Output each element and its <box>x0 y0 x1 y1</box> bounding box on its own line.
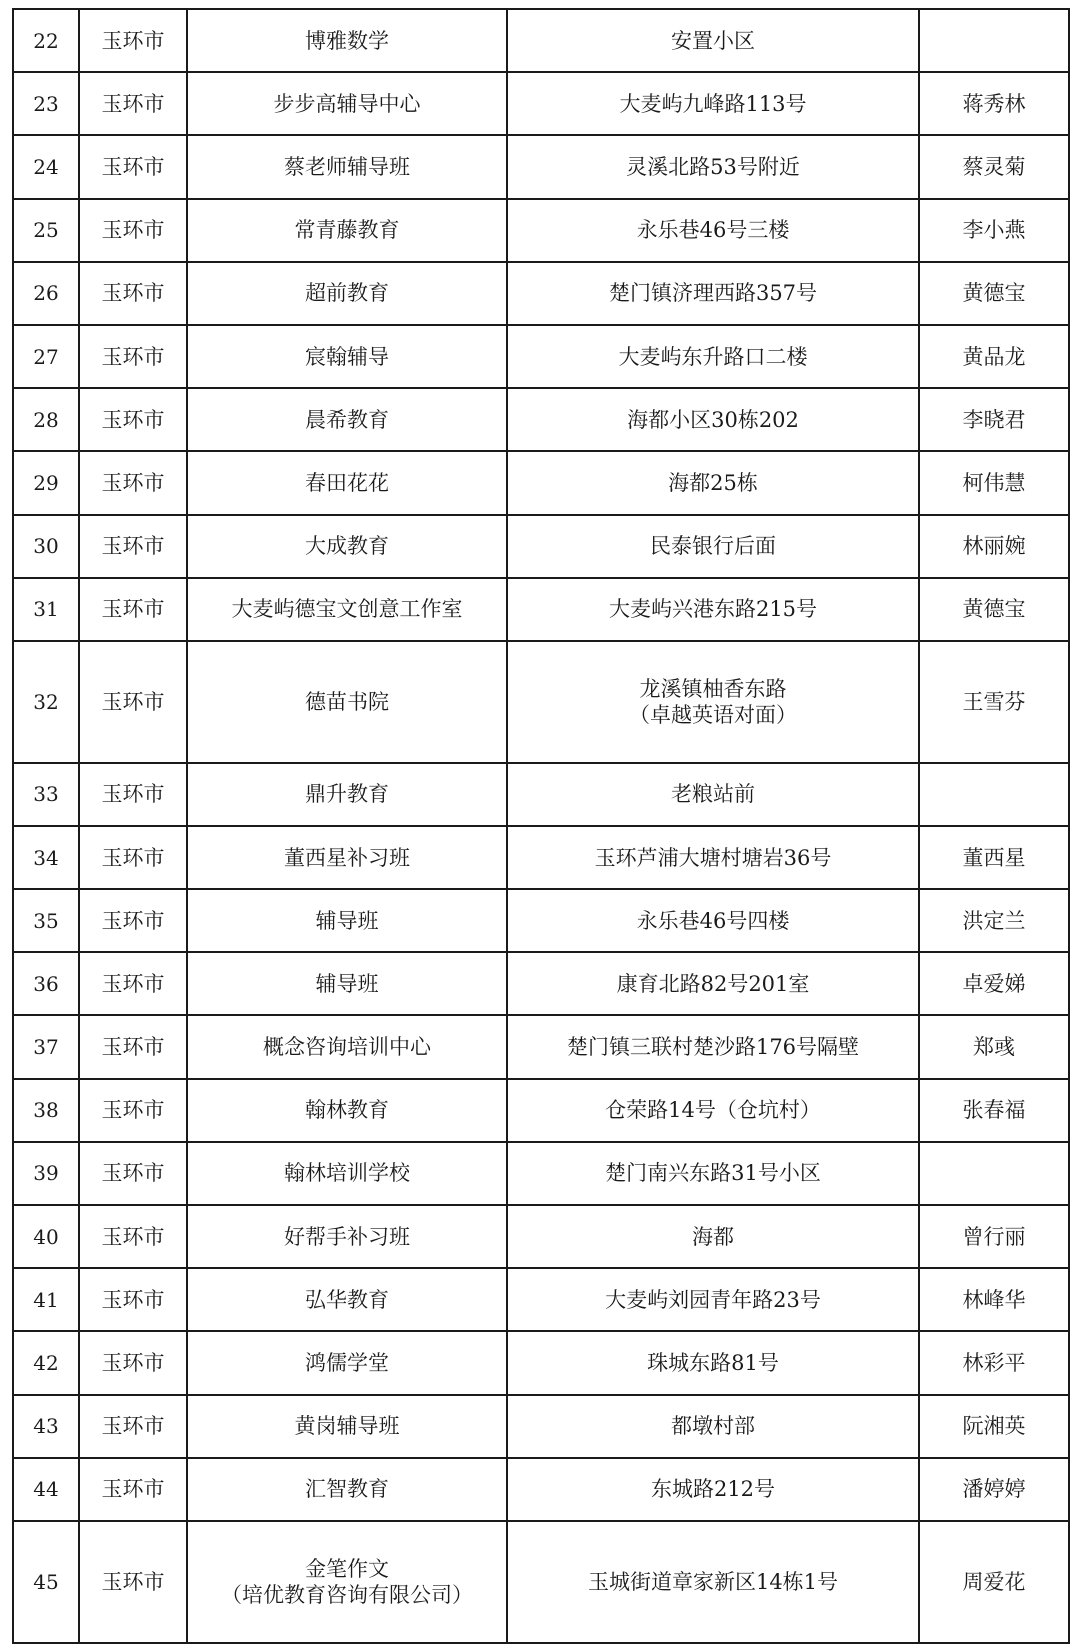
address-cell <box>507 578 919 641</box>
address-line: 仓荣路14号（仓坑村） <box>605 1098 821 1123</box>
city-cell: 玉环市 <box>79 763 187 826</box>
contact-person-cell: 蒋秀林 <box>919 72 1069 135</box>
institution-name-cell <box>187 1142 507 1205</box>
contact-person-cell: 李晓君 <box>919 388 1069 451</box>
contact-person-cell: 潘婷婷 <box>919 1458 1069 1521</box>
table-row <box>13 515 1069 578</box>
contact-person-cell: 林峰华 <box>919 1268 1069 1331</box>
address-cell <box>507 1268 919 1331</box>
table-row <box>13 199 1069 262</box>
address-line: 大麦屿九峰路113号 <box>619 91 807 116</box>
institution-name-cell <box>187 578 507 641</box>
address-cell <box>507 763 919 826</box>
institution-name-line: （培优教育咨询有限公司） <box>221 1582 473 1607</box>
institution-name-cell <box>187 1015 507 1078</box>
address-line: 永乐巷46号四楼 <box>636 908 790 933</box>
city-cell: 玉环市 <box>79 578 187 641</box>
institution-name-line: 概念咨询培训中心 <box>263 1035 431 1060</box>
row-number-cell: 45 <box>13 1521 79 1643</box>
institution-name-line: 黄岗辅导班 <box>294 1414 400 1439</box>
institution-name-cell <box>187 262 507 325</box>
institution-name-line: 汇智教育 <box>305 1477 389 1502</box>
contact-person-cell <box>919 1142 1069 1205</box>
table-row <box>13 1458 1069 1521</box>
table-row <box>13 451 1069 514</box>
table-row <box>13 1079 1069 1142</box>
table-row <box>13 641 1069 763</box>
institution-name-cell <box>187 952 507 1015</box>
contact-person-cell: 董西星 <box>919 826 1069 889</box>
row-number-cell: 30 <box>13 515 79 578</box>
row-number-cell: 37 <box>13 1015 79 1078</box>
institution-name-line: 博雅数学 <box>305 28 389 53</box>
city-cell: 玉环市 <box>79 1205 187 1268</box>
institution-name-cell <box>187 135 507 198</box>
address-cell <box>507 1331 919 1394</box>
institution-name-line: 鸿儒学堂 <box>305 1351 389 1376</box>
institution-name-line: 大成教育 <box>305 534 389 559</box>
institution-name-line: 蔡老师辅导班 <box>284 154 410 179</box>
institution-name-cell <box>187 72 507 135</box>
city-cell: 玉环市 <box>79 952 187 1015</box>
address-cell <box>507 9 919 72</box>
institution-name-line: 超前教育 <box>305 281 389 306</box>
institution-name-line: 宸翰辅导 <box>305 344 389 369</box>
institution-name-cell <box>187 1395 507 1458</box>
table-row <box>13 1015 1069 1078</box>
row-number-cell: 40 <box>13 1205 79 1268</box>
row-number-cell: 29 <box>13 451 79 514</box>
address-cell <box>507 826 919 889</box>
address-line: 玉城街道章家新区14栋1号 <box>587 1569 839 1594</box>
row-number-cell: 23 <box>13 72 79 135</box>
contact-person-cell: 郑彧 <box>919 1015 1069 1078</box>
document-sheet <box>12 8 1068 1644</box>
institution-name-line: 翰林教育 <box>305 1098 389 1123</box>
address-cell <box>507 1205 919 1268</box>
address-line: （卓越英语对面） <box>629 702 797 727</box>
city-cell: 玉环市 <box>79 262 187 325</box>
city-cell: 玉环市 <box>79 515 187 578</box>
address-cell <box>507 1079 919 1142</box>
institution-table <box>12 8 1070 1644</box>
address-line: 楚门南兴东路31号小区 <box>605 1161 821 1186</box>
table-row <box>13 9 1069 72</box>
institution-name-cell <box>187 1458 507 1521</box>
table-row <box>13 388 1069 451</box>
institution-name-line: 鼎升教育 <box>305 782 389 807</box>
institution-name-line: 董西星补习班 <box>284 845 410 870</box>
city-cell: 玉环市 <box>79 1142 187 1205</box>
city-cell: 玉环市 <box>79 826 187 889</box>
institution-name-line: 辅导班 <box>315 908 379 933</box>
address-cell <box>507 641 919 763</box>
table-body <box>13 9 1069 1643</box>
city-cell: 玉环市 <box>79 135 187 198</box>
institution-name-line: 大麦屿德宝文创意工作室 <box>231 597 463 622</box>
address-cell <box>507 451 919 514</box>
row-number-cell: 25 <box>13 199 79 262</box>
contact-person-cell: 张春福 <box>919 1079 1069 1142</box>
table-row <box>13 1268 1069 1331</box>
address-cell <box>507 388 919 451</box>
city-cell: 玉环市 <box>79 451 187 514</box>
address-cell <box>507 1015 919 1078</box>
institution-name-cell <box>187 889 507 952</box>
row-number-cell: 31 <box>13 578 79 641</box>
address-cell <box>507 262 919 325</box>
city-cell: 玉环市 <box>79 1331 187 1394</box>
row-number-cell: 22 <box>13 9 79 72</box>
address-line: 楚门镇济理西路357号 <box>608 281 818 306</box>
address-cell <box>507 1395 919 1458</box>
address-line: 海都 <box>692 1224 734 1249</box>
row-number-cell: 34 <box>13 826 79 889</box>
institution-name-line: 春田花花 <box>305 470 389 495</box>
row-number-cell: 24 <box>13 135 79 198</box>
address-cell <box>507 72 919 135</box>
table-row <box>13 325 1069 388</box>
address-cell <box>507 1458 919 1521</box>
institution-name-cell <box>187 515 507 578</box>
row-number-cell: 33 <box>13 763 79 826</box>
address-line: 楚门镇三联村楚沙路176号隔壁 <box>566 1035 860 1060</box>
institution-name-cell <box>187 1205 507 1268</box>
institution-name-cell <box>187 1079 507 1142</box>
address-line: 永乐巷46号三楼 <box>636 218 790 243</box>
table-row <box>13 1331 1069 1394</box>
city-cell: 玉环市 <box>79 9 187 72</box>
city-cell: 玉环市 <box>79 1458 187 1521</box>
institution-name-cell <box>187 1331 507 1394</box>
table-row <box>13 262 1069 325</box>
address-line: 灵溪北路53号附近 <box>626 154 800 179</box>
address-cell <box>507 515 919 578</box>
row-number-cell: 44 <box>13 1458 79 1521</box>
contact-person-cell: 黄品龙 <box>919 325 1069 388</box>
contact-person-cell: 李小燕 <box>919 199 1069 262</box>
table-row <box>13 135 1069 198</box>
address-cell <box>507 135 919 198</box>
address-cell <box>507 1521 919 1643</box>
institution-name-cell <box>187 641 507 763</box>
table-row <box>13 1395 1069 1458</box>
contact-person-cell: 曾行丽 <box>919 1205 1069 1268</box>
address-line: 玉环芦浦大塘村塘岩36号 <box>594 845 832 870</box>
city-cell: 玉环市 <box>79 1395 187 1458</box>
contact-person-cell: 王雪芬 <box>919 641 1069 763</box>
row-number-cell: 38 <box>13 1079 79 1142</box>
row-number-cell: 39 <box>13 1142 79 1205</box>
city-cell: 玉环市 <box>79 1268 187 1331</box>
institution-name-line: 步步高辅导中心 <box>273 91 421 116</box>
address-line: 海都小区30栋202 <box>627 407 799 432</box>
institution-name-cell <box>187 1268 507 1331</box>
row-number-cell: 32 <box>13 641 79 763</box>
table-row <box>13 1521 1069 1643</box>
contact-person-cell <box>919 9 1069 72</box>
institution-name-cell <box>187 763 507 826</box>
address-line: 大麦屿兴港东路215号 <box>608 597 818 622</box>
contact-person-cell: 柯伟慧 <box>919 451 1069 514</box>
institution-name-line: 德苗书院 <box>305 689 389 714</box>
institution-name-cell <box>187 199 507 262</box>
address-cell <box>507 1142 919 1205</box>
address-line: 安置小区 <box>671 28 755 53</box>
institution-name-cell <box>187 451 507 514</box>
institution-name-line: 弘华教育 <box>305 1287 389 1312</box>
table-row <box>13 1205 1069 1268</box>
row-number-cell: 43 <box>13 1395 79 1458</box>
table-row <box>13 763 1069 826</box>
institution-name-line: 翰林培训学校 <box>284 1161 410 1186</box>
contact-person-cell: 黄德宝 <box>919 578 1069 641</box>
table-row <box>13 578 1069 641</box>
address-cell <box>507 325 919 388</box>
row-number-cell: 36 <box>13 952 79 1015</box>
contact-person-cell: 洪定兰 <box>919 889 1069 952</box>
address-line: 康育北路82号201室 <box>616 971 810 996</box>
table-row <box>13 952 1069 1015</box>
address-line: 大麦屿刘园青年路23号 <box>605 1287 821 1312</box>
address-line: 老粮站前 <box>671 782 755 807</box>
contact-person-cell <box>919 763 1069 826</box>
city-cell: 玉环市 <box>79 199 187 262</box>
institution-name-cell <box>187 325 507 388</box>
table-row <box>13 1142 1069 1205</box>
institution-name-line: 常青藤教育 <box>294 218 400 243</box>
city-cell: 玉环市 <box>79 1521 187 1643</box>
city-cell: 玉环市 <box>79 641 187 763</box>
institution-name-cell <box>187 1521 507 1643</box>
table-row <box>13 889 1069 952</box>
address-line: 民泰银行后面 <box>650 534 776 559</box>
contact-person-cell: 卓爱娣 <box>919 952 1069 1015</box>
institution-name-cell <box>187 826 507 889</box>
contact-person-cell: 林丽婉 <box>919 515 1069 578</box>
row-number-cell: 35 <box>13 889 79 952</box>
address-line: 海都25栋 <box>668 470 758 495</box>
row-number-cell: 42 <box>13 1331 79 1394</box>
institution-name-cell <box>187 9 507 72</box>
address-cell <box>507 199 919 262</box>
row-number-cell: 41 <box>13 1268 79 1331</box>
institution-name-cell <box>187 388 507 451</box>
contact-person-cell: 周爱花 <box>919 1521 1069 1643</box>
row-number-cell: 26 <box>13 262 79 325</box>
address-line: 珠城东路81号 <box>647 1351 779 1376</box>
city-cell: 玉环市 <box>79 889 187 952</box>
institution-name-line: 金笔作文 <box>305 1556 389 1581</box>
address-line: 东城路212号 <box>650 1477 776 1502</box>
city-cell: 玉环市 <box>79 325 187 388</box>
table-row <box>13 826 1069 889</box>
institution-name-line: 辅导班 <box>315 971 379 996</box>
city-cell: 玉环市 <box>79 72 187 135</box>
address-line: 大麦屿东升路口二楼 <box>618 344 808 369</box>
table-row <box>13 72 1069 135</box>
city-cell: 玉环市 <box>79 388 187 451</box>
institution-name-line: 好帮手补习班 <box>284 1224 410 1249</box>
row-number-cell: 27 <box>13 325 79 388</box>
city-cell: 玉环市 <box>79 1079 187 1142</box>
institution-name-line: 晨希教育 <box>305 407 389 432</box>
contact-person-cell: 蔡灵菊 <box>919 135 1069 198</box>
contact-person-cell: 阮湘英 <box>919 1395 1069 1458</box>
address-line: 龙溪镇柚香东路 <box>639 676 787 701</box>
address-cell <box>507 952 919 1015</box>
row-number-cell: 28 <box>13 388 79 451</box>
contact-person-cell: 黄德宝 <box>919 262 1069 325</box>
contact-person-cell: 林彩平 <box>919 1331 1069 1394</box>
address-cell <box>507 889 919 952</box>
address-line: 都墩村部 <box>671 1414 755 1439</box>
city-cell: 玉环市 <box>79 1015 187 1078</box>
